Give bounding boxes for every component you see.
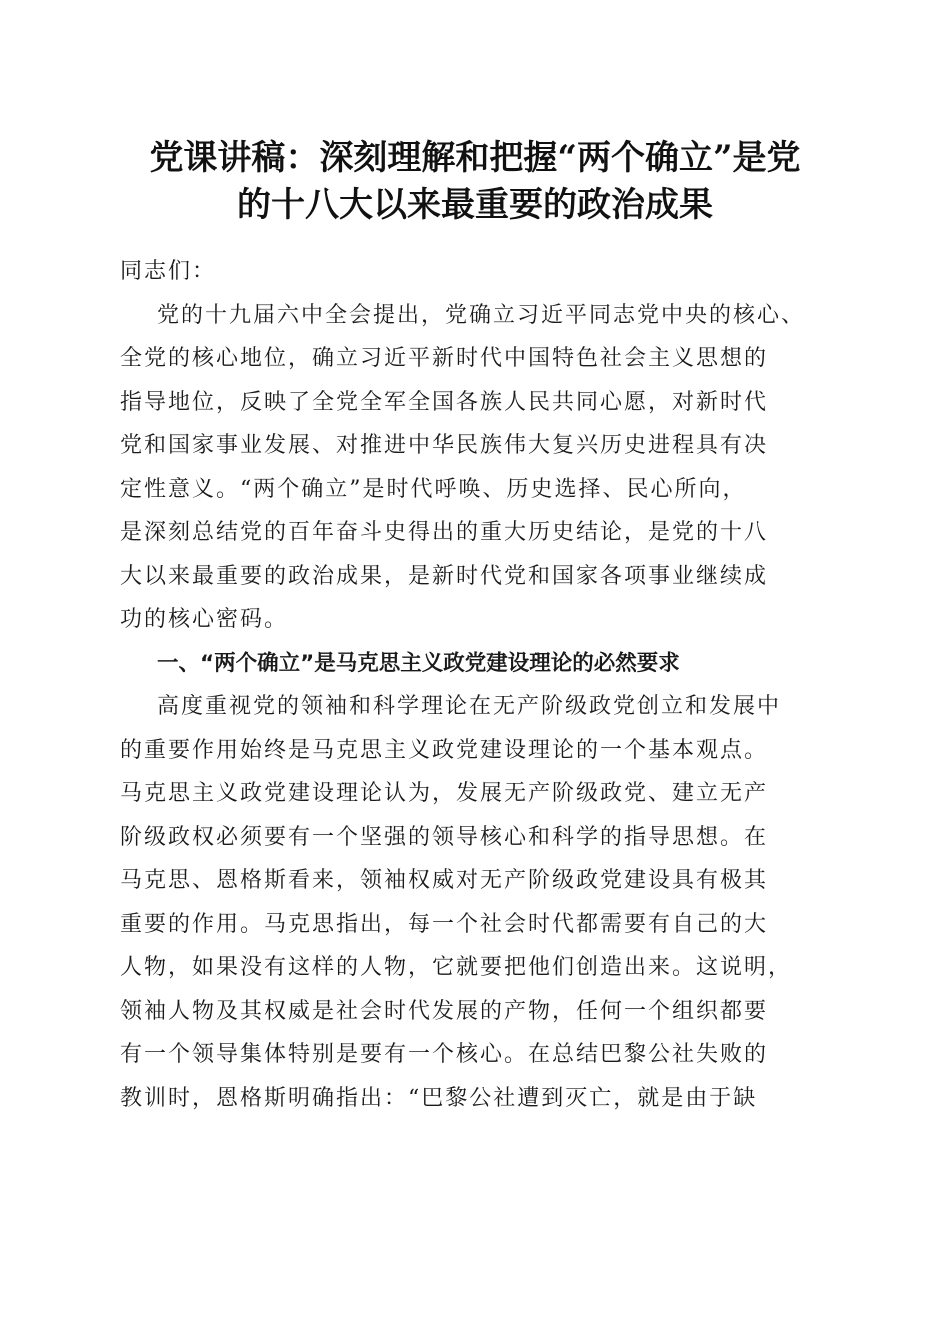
paragraph-line: 马克思、恩格斯看来，领袖权威对无产阶级政党建设具有极其 [120, 868, 769, 893]
paragraph-line: 是深刻总结党的百年奋斗史得出的重大历史结论，是党的十八 [120, 520, 769, 545]
paragraph-line: 领袖人物及其权威是社会时代发展的产物，任何一个组织都要 [120, 998, 769, 1024]
paragraph-line: 高度重视党的领袖和科学理论在无产阶级政党创立和发展中 [157, 694, 782, 719]
paragraph-line: 全党的核心地位，确立习近平新时代中国特色社会主义思想的 [120, 346, 769, 371]
paragraph-line: 定性意义。“两个确立”是时代呼唤、历史选择、民心所向， [120, 476, 747, 502]
paragraph-line: 大以来最重要的政治成果，是新时代党和国家各项事业继续成 [120, 563, 769, 589]
paragraph-line: 党的十九届六中全会提出，党确立习近平同志党中央的核心、 [157, 302, 806, 328]
section-heading: 一、“两个确立”是马克思主义政党建设理论的必然要求 [157, 650, 680, 676]
paragraph-2 [120, 685, 840, 1120]
salutation: 同志们： [120, 259, 217, 284]
paragraph-line: 人物，如果没有这样的人物，它就要把他们创造出来。这说明， [120, 955, 793, 980]
paragraph-line: 重要的作用。马克思指出，每一个社会时代都需要有自己的大 [120, 911, 769, 937]
document-title [100, 135, 850, 229]
title-line: 的十八大以来最重要的政治成果 [237, 185, 713, 225]
paragraph-line: 党和国家事业发展、对推进中华民族伟大复兴历史进程具有决 [120, 433, 769, 458]
paragraph-1 [120, 294, 840, 642]
paragraph-line: 指导地位，反映了全党全军全国各族人民共同心愿，对新时代 [120, 389, 769, 415]
paragraph-line: 功的核心密码。 [120, 607, 289, 632]
title-line: 党课讲稿：深刻理解和把握“两个确立”是党 [149, 138, 801, 178]
paragraph-line: 马克思主义政党建设理论认为，发展无产阶级政党、建立无产 [120, 781, 769, 806]
paragraph-line: 有一个领导集体特别是要有一个核心。在总结巴黎公社失败的 [120, 1042, 769, 1067]
paragraph-line: 阶级政权必须要有一个坚强的领导核心和科学的指导思想。在 [120, 824, 769, 850]
document-body [120, 250, 840, 1120]
paragraph-line: 教训时，恩格斯明确指出：“巴黎公社遭到灭亡，就是由于缺 [120, 1085, 758, 1111]
paragraph-line: 的重要作用始终是马克思主义政党建设理论的一个基本观点。 [120, 737, 769, 763]
